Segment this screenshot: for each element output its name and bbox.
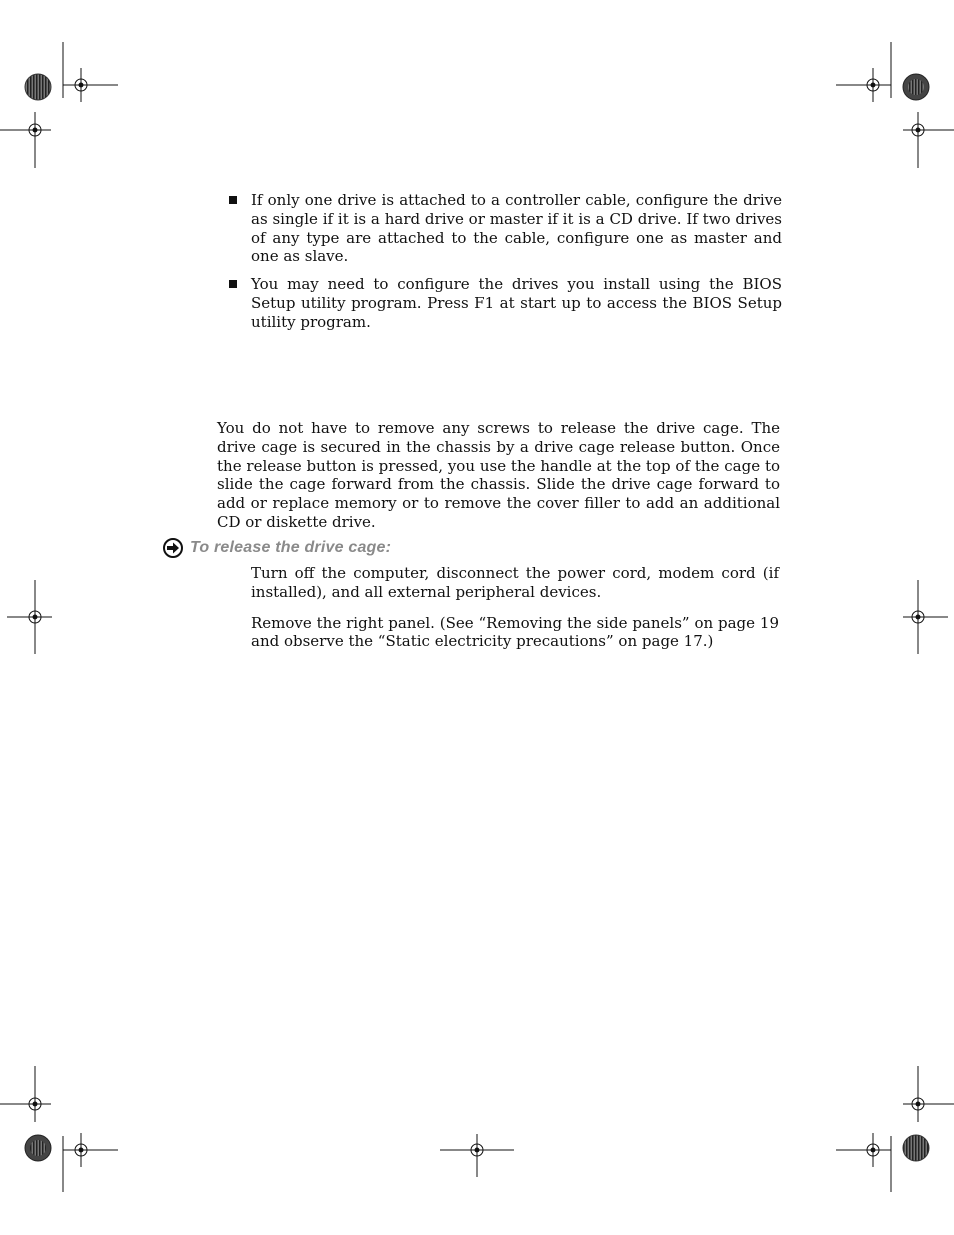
procedure-steps	[251, 564, 779, 663]
procedure-step: Turn off the computer, disconnect the power cord, modem cord (if installed), and all external peripheral devices.	[251, 564, 779, 601]
list-item	[226, 275, 782, 331]
procedure-step: Remove the right panel. (See “Removing the side panels” on page 19 and observe the “Static electricity precautions” on page 17.)	[251, 613, 779, 651]
bullet-text: If only one drive is attached to a controller cable, configure the drive as single if it is a hard drive or master if it is a CD drive. If two drives of any type are attached to the cable, configure one as master and one as slave.	[251, 191, 782, 266]
bullet-list	[226, 191, 782, 341]
procedure-heading	[162, 537, 391, 559]
list-item	[226, 191, 782, 266]
arrow-circle-icon	[162, 537, 184, 559]
square-bullet-icon	[229, 280, 237, 288]
procedure-title: To release the drive cage:	[190, 539, 392, 556]
body-paragraph: You do not have to remove any screws to release the drive cage. The drive cage is secured in the chassis by a drive cage release button. Once the release button is pressed, you use the handle at the top of the cage to slide the cage forward from the chassis. Slide the drive cage forward to add or replace memory or to remove the cover filler to add an additional CD or diskette drive.	[217, 419, 780, 531]
bullet-text: You may need to configure the drives you install using the BIOS Setup utility program. Press F1 at start up to access the BIOS Setup utility program.	[251, 275, 782, 331]
square-bullet-icon	[229, 196, 237, 204]
